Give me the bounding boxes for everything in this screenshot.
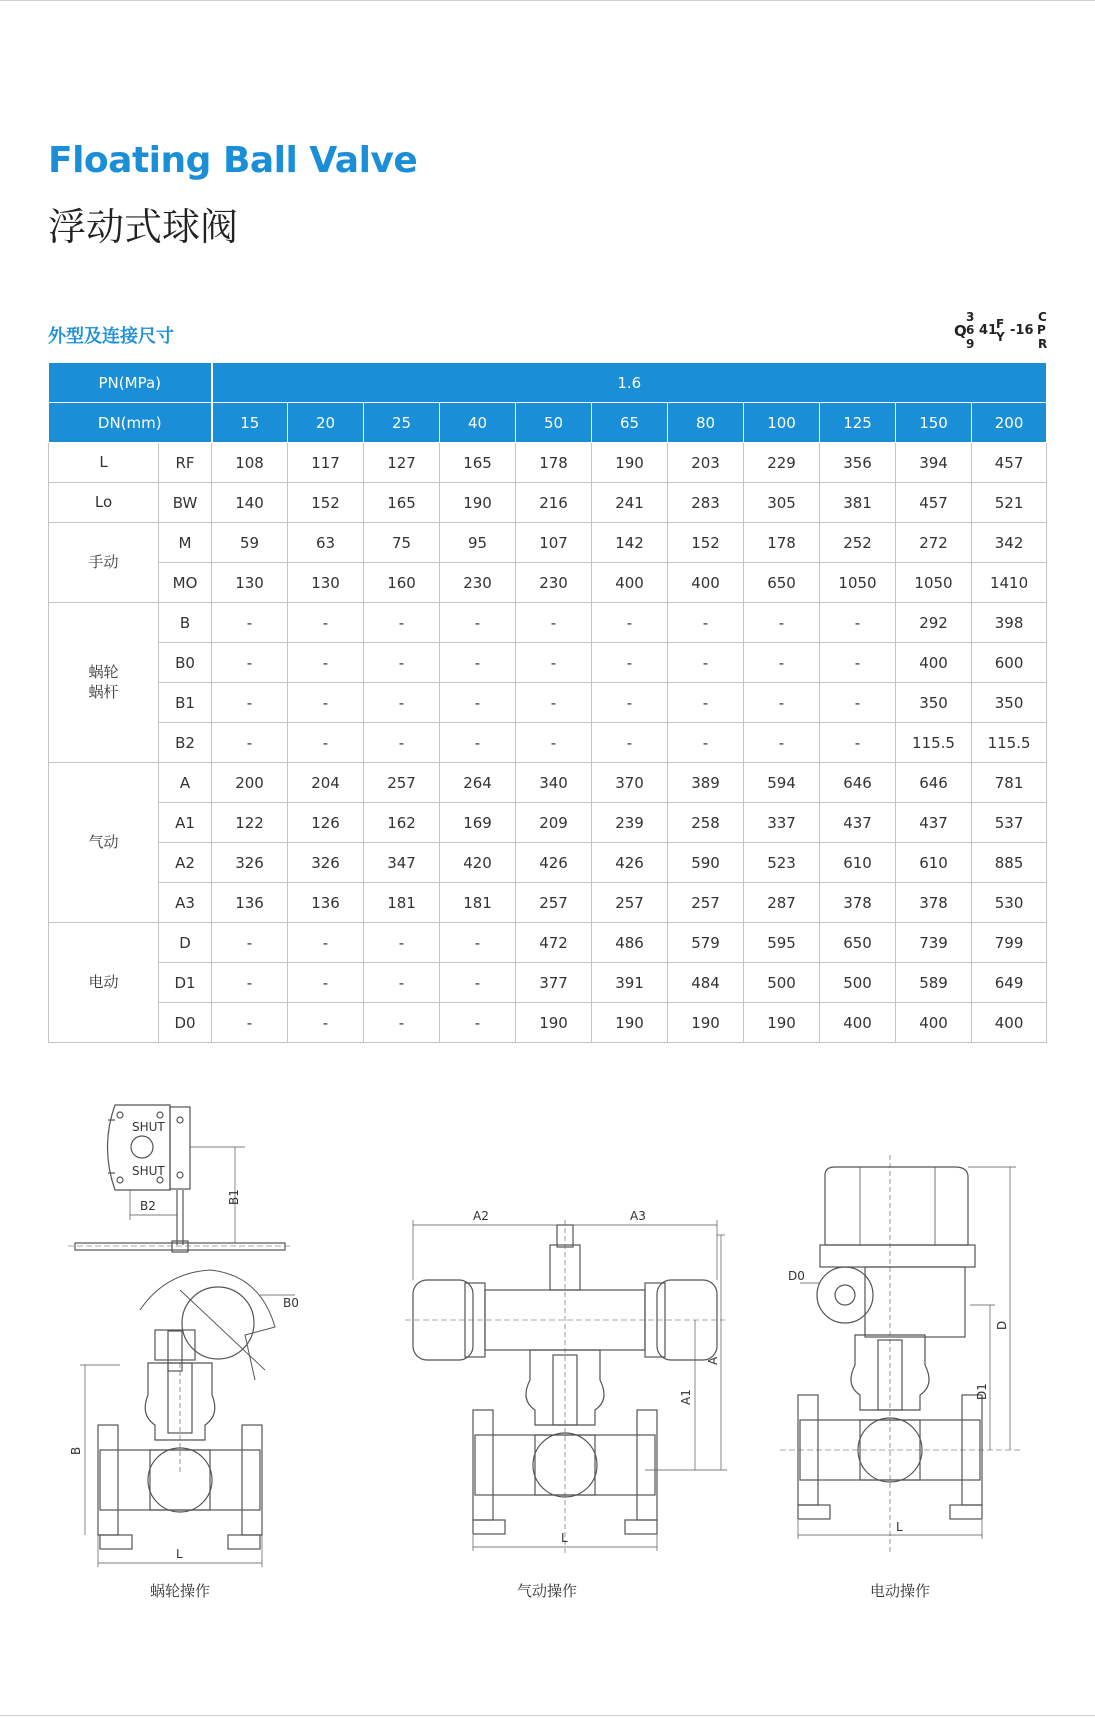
dn-value: 125 xyxy=(820,403,896,443)
table-cell: 589 xyxy=(896,963,972,1003)
table-cell: 400 xyxy=(592,563,668,603)
table-cell: 378 xyxy=(896,883,972,923)
table-cell: - xyxy=(212,643,288,683)
electric-drawing xyxy=(780,1155,1040,1570)
group-label: 气动 xyxy=(49,763,159,923)
dim-b0-label: B0 xyxy=(283,1296,299,1310)
dn-value: 150 xyxy=(896,403,972,443)
table-row xyxy=(49,1003,1047,1043)
dim-a-label: A xyxy=(706,1356,720,1365)
table-cell: 426 xyxy=(592,843,668,883)
dn-value: 15 xyxy=(212,403,288,443)
dn-value: 65 xyxy=(592,403,668,443)
table-cell: 799 xyxy=(972,923,1047,963)
table-cell: 122 xyxy=(212,803,288,843)
table-cell: 142 xyxy=(592,523,668,563)
table-cell: 326 xyxy=(212,843,288,883)
table-cell: 579 xyxy=(668,923,744,963)
table-cell: - xyxy=(516,683,592,723)
row-code: A3 xyxy=(159,883,212,923)
dn-value: 40 xyxy=(440,403,516,443)
shut-label-top: SHUT xyxy=(132,1120,165,1134)
table-cell: 590 xyxy=(668,843,744,883)
model-code-c: C xyxy=(1038,310,1047,324)
table-row xyxy=(49,963,1047,1003)
row-code: D0 xyxy=(159,1003,212,1043)
table-cell: 190 xyxy=(592,1003,668,1043)
table-cell: 162 xyxy=(364,803,440,843)
table-cell: 75 xyxy=(364,523,440,563)
group-label: 蜗轮 蜗杆 xyxy=(49,603,159,763)
table-cell: 437 xyxy=(896,803,972,843)
table-cell: 241 xyxy=(592,483,668,523)
table-cell: - xyxy=(440,723,516,763)
dim-a3-label: A3 xyxy=(630,1209,646,1223)
dim-d-label: D xyxy=(995,1320,1009,1330)
dim-b2-label: B2 xyxy=(140,1199,156,1213)
table-cell: 181 xyxy=(364,883,440,923)
figure-electric xyxy=(780,1155,1040,1570)
caption-worm-gear: 蜗轮操作 xyxy=(149,1582,210,1600)
table-row xyxy=(49,483,1047,523)
pn-row xyxy=(49,363,1047,403)
table-cell: 381 xyxy=(820,483,896,523)
table-cell: 610 xyxy=(820,843,896,883)
table-cell: - xyxy=(668,683,744,723)
table-cell: 326 xyxy=(288,843,364,883)
model-code-p: P xyxy=(1037,323,1046,337)
worm-gear-drawing xyxy=(60,1095,320,1570)
table-row xyxy=(49,843,1047,883)
table-cell: 257 xyxy=(668,883,744,923)
table-cell: 356 xyxy=(820,443,896,483)
row-code: MO xyxy=(159,563,212,603)
dn-value: 100 xyxy=(744,403,820,443)
table-cell: 257 xyxy=(364,763,440,803)
dim-d0-label: D0 xyxy=(788,1269,805,1283)
table-cell: - xyxy=(288,643,364,683)
table-cell: 484 xyxy=(668,963,744,1003)
table-cell: 595 xyxy=(744,923,820,963)
table-cell: 650 xyxy=(820,923,896,963)
table-cell: 400 xyxy=(896,643,972,683)
table-cell: - xyxy=(744,603,820,643)
table-cell: - xyxy=(364,723,440,763)
table-cell: 337 xyxy=(744,803,820,843)
table-cell: 203 xyxy=(668,443,744,483)
table-cell: - xyxy=(592,603,668,643)
table-cell: 283 xyxy=(668,483,744,523)
table-cell: - xyxy=(288,683,364,723)
dim-l-label: L xyxy=(561,1531,568,1545)
model-code-q: Q xyxy=(954,322,967,340)
model-code-9: 9 xyxy=(966,337,975,351)
row-code: A2 xyxy=(159,843,212,883)
table-cell: 340 xyxy=(516,763,592,803)
figure-pneumatic xyxy=(405,1205,735,1570)
row-code: A1 xyxy=(159,803,212,843)
table-cell: 594 xyxy=(744,763,820,803)
dim-b1-label: B1 xyxy=(227,1189,241,1205)
table-cell: 426 xyxy=(516,843,592,883)
table-row xyxy=(49,923,1047,963)
table-row xyxy=(49,723,1047,763)
table-cell: - xyxy=(288,963,364,1003)
table-cell: - xyxy=(288,603,364,643)
table-cell: - xyxy=(516,643,592,683)
table-cell: - xyxy=(820,643,896,683)
table-cell: 400 xyxy=(896,1003,972,1043)
model-code-f: F xyxy=(996,317,1005,331)
table-cell: 115.5 xyxy=(972,723,1047,763)
pneumatic-drawing xyxy=(405,1205,735,1570)
model-code-r: R xyxy=(1038,337,1048,351)
table-cell: 739 xyxy=(896,923,972,963)
dn-value: 25 xyxy=(364,403,440,443)
table-cell: 272 xyxy=(896,523,972,563)
table-cell: - xyxy=(212,923,288,963)
table-cell: 292 xyxy=(896,603,972,643)
table-cell: 169 xyxy=(440,803,516,843)
table-cell: 200 xyxy=(212,763,288,803)
table-cell: 190 xyxy=(440,483,516,523)
table-cell: - xyxy=(440,683,516,723)
caption-electric: 电动操作 xyxy=(869,1582,930,1600)
table-cell: - xyxy=(516,603,592,643)
table-row xyxy=(49,883,1047,923)
row-code: B2 xyxy=(159,723,212,763)
table-cell: 287 xyxy=(744,883,820,923)
table-cell: 389 xyxy=(668,763,744,803)
table-cell: 230 xyxy=(440,563,516,603)
table-cell: 181 xyxy=(440,883,516,923)
table-row xyxy=(49,523,1047,563)
table-row xyxy=(49,563,1047,603)
table-cell: - xyxy=(364,923,440,963)
table-cell: - xyxy=(440,963,516,1003)
row-code: BW xyxy=(159,483,212,523)
dn-value: 200 xyxy=(972,403,1047,443)
figure-worm-gear xyxy=(60,1095,320,1570)
table-cell: - xyxy=(288,1003,364,1043)
table-cell: - xyxy=(364,643,440,683)
row-code: D xyxy=(159,923,212,963)
table-cell: 190 xyxy=(668,1003,744,1043)
table-cell: 59 xyxy=(212,523,288,563)
table-cell: 347 xyxy=(364,843,440,883)
title-chinese: 浮动式球阀 xyxy=(48,205,239,249)
table-cell: - xyxy=(820,683,896,723)
table-cell: 107 xyxy=(516,523,592,563)
section-title: 外型及连接尺寸 xyxy=(48,326,174,347)
table-row xyxy=(49,803,1047,843)
table-cell: - xyxy=(212,1003,288,1043)
table-cell: 457 xyxy=(972,443,1047,483)
dimension-table xyxy=(48,362,1047,1043)
table-cell: 204 xyxy=(288,763,364,803)
table-cell: 530 xyxy=(972,883,1047,923)
model-code-16: -16 xyxy=(1010,323,1034,338)
table-row xyxy=(49,603,1047,643)
table-cell: 140 xyxy=(212,483,288,523)
table-cell: - xyxy=(592,723,668,763)
table-cell: 523 xyxy=(744,843,820,883)
row-code: B1 xyxy=(159,683,212,723)
row-code: A xyxy=(159,763,212,803)
table-cell: 521 xyxy=(972,483,1047,523)
model-code-41: 41 xyxy=(979,323,998,338)
table-cell: - xyxy=(516,723,592,763)
model-code-y: Y xyxy=(996,330,1005,344)
table-cell: 152 xyxy=(668,523,744,563)
table-cell: 500 xyxy=(820,963,896,1003)
caption-pneumatic: 气动操作 xyxy=(516,1582,577,1600)
bottom-rule xyxy=(0,1715,1095,1716)
title-english: Floating Ball Valve xyxy=(48,140,418,181)
table-cell: 537 xyxy=(972,803,1047,843)
table-cell: 370 xyxy=(592,763,668,803)
table-cell: 264 xyxy=(440,763,516,803)
pn-value: 1.6 xyxy=(212,363,1047,403)
table-cell: - xyxy=(212,963,288,1003)
table-cell: 252 xyxy=(820,523,896,563)
table-cell: 391 xyxy=(592,963,668,1003)
shut-label-bottom: SHUT xyxy=(132,1164,165,1178)
row-code: M xyxy=(159,523,212,563)
dn-value: 50 xyxy=(516,403,592,443)
row-code: B xyxy=(159,603,212,643)
table-row xyxy=(49,683,1047,723)
row-code: RF xyxy=(159,443,212,483)
table-cell: 400 xyxy=(972,1003,1047,1043)
table-cell: 178 xyxy=(516,443,592,483)
table-cell: 350 xyxy=(972,683,1047,723)
table-cell: 126 xyxy=(288,803,364,843)
table-cell: - xyxy=(820,723,896,763)
dn-label: DN(mm) xyxy=(49,403,212,443)
top-rule xyxy=(0,0,1095,1)
table-cell: 500 xyxy=(744,963,820,1003)
table-cell: 1050 xyxy=(896,563,972,603)
table-cell: - xyxy=(440,643,516,683)
table-cell: 646 xyxy=(896,763,972,803)
table-cell: - xyxy=(288,923,364,963)
table-cell: - xyxy=(820,603,896,643)
table-cell: - xyxy=(668,643,744,683)
table-cell: 95 xyxy=(440,523,516,563)
table-cell: 781 xyxy=(972,763,1047,803)
dn-value: 80 xyxy=(668,403,744,443)
table-cell: 486 xyxy=(592,923,668,963)
table-cell: 160 xyxy=(364,563,440,603)
table-cell: - xyxy=(212,603,288,643)
table-cell: - xyxy=(668,603,744,643)
table-cell: 130 xyxy=(288,563,364,603)
table-cell: 165 xyxy=(440,443,516,483)
dim-a1-label: A1 xyxy=(679,1389,693,1405)
table-cell: 400 xyxy=(820,1003,896,1043)
table-cell: 115.5 xyxy=(896,723,972,763)
table-cell: 130 xyxy=(212,563,288,603)
table-cell: 136 xyxy=(212,883,288,923)
table-cell: 350 xyxy=(896,683,972,723)
table-cell: 457 xyxy=(896,483,972,523)
dim-b-label: B xyxy=(69,1446,83,1455)
table-cell: - xyxy=(212,723,288,763)
table-cell: 152 xyxy=(288,483,364,523)
table-cell: 257 xyxy=(516,883,592,923)
table-cell: 1050 xyxy=(820,563,896,603)
dim-l-label: L xyxy=(896,1520,903,1534)
table-cell: 165 xyxy=(364,483,440,523)
row-code: D1 xyxy=(159,963,212,1003)
table-cell: 239 xyxy=(592,803,668,843)
table-cell: 394 xyxy=(896,443,972,483)
table-cell: 190 xyxy=(592,443,668,483)
row-code: B0 xyxy=(159,643,212,683)
table-cell: 230 xyxy=(516,563,592,603)
table-cell: - xyxy=(364,963,440,1003)
table-cell: - xyxy=(440,1003,516,1043)
table-cell: 63 xyxy=(288,523,364,563)
table-cell: 378 xyxy=(820,883,896,923)
model-code xyxy=(950,310,1048,356)
table-cell: 420 xyxy=(440,843,516,883)
table-cell: 209 xyxy=(516,803,592,843)
table-cell: 229 xyxy=(744,443,820,483)
group-label: 手动 xyxy=(49,523,159,603)
table-cell: 398 xyxy=(972,603,1047,643)
table-cell: 1410 xyxy=(972,563,1047,603)
table-cell: 117 xyxy=(288,443,364,483)
table-cell: 377 xyxy=(516,963,592,1003)
table-cell: 190 xyxy=(516,1003,592,1043)
table-cell: 216 xyxy=(516,483,592,523)
table-cell: - xyxy=(364,603,440,643)
table-cell: 305 xyxy=(744,483,820,523)
table-cell: 190 xyxy=(744,1003,820,1043)
table-cell: - xyxy=(440,923,516,963)
dim-d1-label: D1 xyxy=(975,1383,989,1400)
table-cell: 108 xyxy=(212,443,288,483)
table-row xyxy=(49,763,1047,803)
dn-value: 20 xyxy=(288,403,364,443)
group-label: 电动 xyxy=(49,923,159,1043)
table-cell: 127 xyxy=(364,443,440,483)
table-cell: 136 xyxy=(288,883,364,923)
model-code-3: 3 xyxy=(966,310,975,324)
table-row xyxy=(49,443,1047,483)
table-cell: - xyxy=(744,723,820,763)
table-cell: 257 xyxy=(592,883,668,923)
table-cell: - xyxy=(744,683,820,723)
table-cell: - xyxy=(212,683,288,723)
table-cell: 258 xyxy=(668,803,744,843)
table-cell: - xyxy=(744,643,820,683)
table-cell: - xyxy=(440,603,516,643)
dim-a2-label: A2 xyxy=(473,1209,489,1223)
table-cell: - xyxy=(364,683,440,723)
table-cell: 437 xyxy=(820,803,896,843)
table-cell: - xyxy=(592,643,668,683)
group-label: Lo xyxy=(49,483,159,523)
table-cell: 472 xyxy=(516,923,592,963)
table-cell: 610 xyxy=(896,843,972,883)
group-label: L xyxy=(49,443,159,483)
table-cell: 342 xyxy=(972,523,1047,563)
table-cell: 600 xyxy=(972,643,1047,683)
table-cell: 650 xyxy=(744,563,820,603)
table-cell: 646 xyxy=(820,763,896,803)
table-cell: - xyxy=(592,683,668,723)
dn-row xyxy=(49,403,1047,443)
table-cell: 649 xyxy=(972,963,1047,1003)
table-cell: - xyxy=(288,723,364,763)
table-cell: - xyxy=(364,1003,440,1043)
model-code-6: 6 xyxy=(966,323,975,337)
table-cell: 400 xyxy=(668,563,744,603)
table-row xyxy=(49,643,1047,683)
table-cell: - xyxy=(668,723,744,763)
table-cell: 178 xyxy=(744,523,820,563)
dim-l-label: L xyxy=(176,1547,183,1561)
pn-label: PN(MPa) xyxy=(49,363,212,403)
table-cell: 885 xyxy=(972,843,1047,883)
